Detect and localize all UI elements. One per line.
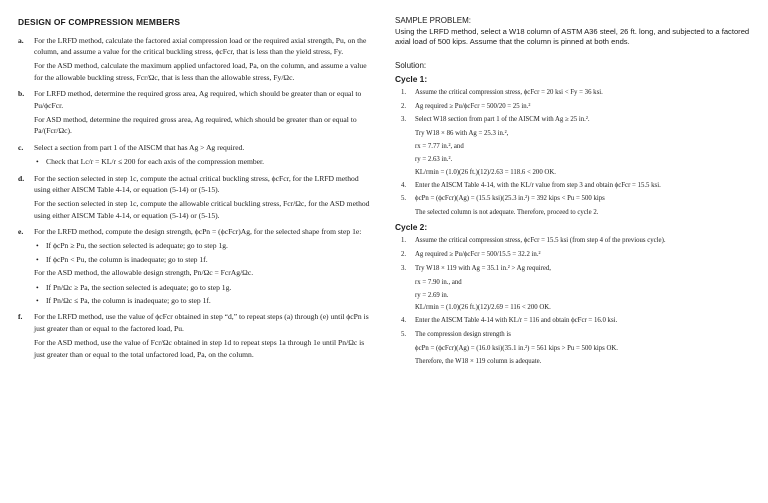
step-text: For the ASD method, calculate the maximum applied unfactored load, Pa, on the column, and assume a value for the allowable buckling stress, Fcr/Ωc, that is less than the allowable stress, Fy/Ωc. [34, 61, 367, 82]
step-label: f. [18, 312, 23, 322]
procedure-title: DESIGN OF COMPRESSION MEMBERS [18, 17, 181, 27]
step-text: For LRFD method, determine the required gross area, Ag required, which should be greater than or equal to Pu/ϕcFcr. [34, 89, 362, 110]
radius-x: rx = 7.90 in., and [415, 278, 462, 286]
step-text: For the ASD method, use the value of Fcr/Ωc obtained in step 1d to repeat steps 1a through 1e until Pn/Ωc is just greater than or equal to the total unfactored load, Pa, on the column. [34, 338, 365, 359]
step-text: Try W18 × 119 with Ag = 35.1 in.² > Ag required, [415, 264, 552, 272]
solution-heading: Solution: [395, 60, 427, 70]
step-e [18, 226, 370, 306]
cycle-2-step-4: 4. Enter the AISCM Table 4-14 with KL/r = 116 and obtain ϕcFcr = 16.0 ksi. [401, 317, 618, 325]
cycle-1-step-2: 2. Ag required ≥ Pu/ϕcFcr = 500/20 = 25 in.² [401, 102, 531, 110]
design-procedure-column [18, 0, 370, 365]
step-text: For the ASD method, the allowable design strength, Pn/Ωc = FcrAg/Ωc. [34, 268, 254, 278]
slenderness-check: KL/rmin = (1.0)(26 ft.)(12)/2.63 = 118.6 < 200 OK. [415, 168, 556, 176]
step-text: Ag required ≥ Pu/ϕcFcr = 500/15.5 = 32.2 in.² [415, 251, 541, 258]
step-text: For the LRFD method, compute the design strength, ϕcPn = (ϕcFcr)Ag, for the selected shape from step 1e: [34, 227, 362, 237]
sample-problem-statement: Using the LRFD method, select a W18 column of ASTM A36 steel, 26 ft. long, and subjected to a factored axial load of 500 kips. Assume that the column is pinned at both ends. [395, 27, 750, 46]
bullet-item: • If ϕcPn < Pu, the column is inadequate; go to step 1f. [34, 254, 370, 265]
radius-y: ry = 2.69 in. [415, 291, 449, 299]
slenderness-check: KL/rmin = (1.0)(26 ft.)(12)/2.69 = 116 < 200 OK. [415, 304, 551, 312]
cycle-2-step-2: 2. Ag required ≥ Pu/ϕcFcr = 500/15.5 = 32.2 in.² [401, 251, 541, 258]
cycle-2-heading: Cycle 2: [395, 222, 428, 233]
step-label: d. [18, 173, 25, 183]
step-text: Assume the critical compression stress, ϕcFcr = 15.5 ksi (from step 4 of the previous cycle). [415, 237, 666, 245]
step-label: c. [18, 142, 24, 152]
step-a [18, 35, 370, 84]
cycle-1-step-4: 4. Enter the AISCM Table 4-14, with the KL/r value from step 3 and obtain ϕcFcr = 15.5 ksi. [401, 181, 661, 189]
bullet-item: • Check that Lc/r = KL/r ≤ 200 for each axis of the compression member. [34, 156, 370, 167]
step-text: For ASD method, determine the required gross area, Ag required, which should be greater than or equal to Pa/(Fcr/Ωc). [34, 114, 357, 136]
step-d [18, 173, 370, 222]
step-text: For the LRFD method, calculate the factored axial compression load or the required axial strength, Pu, on the column, and assume a value for the critical buckling stress, ϕcFcr, that is less than the yield stress, Fy. [34, 35, 367, 56]
step-text: For the section selected in step 1c, compute the allowable critical buckling stress, Fcr/Ωc, for the ASD method using either AISCM Table 4-14, or equation (5-14) or (5-15). [34, 199, 370, 220]
step-text: The compression design strength is [415, 331, 511, 339]
step-label: a. [18, 35, 24, 45]
step-text: Ag required ≥ Pu/ϕcFcr = 500/20 = 25 in.² [415, 102, 531, 110]
trial-section: Try W18 × 86 with Ag = 25.3 in.², [415, 130, 509, 138]
bullet-item: • If ϕcPn ≥ Pu, the section selected is adequate; go to step 1g. [34, 240, 370, 251]
step-text: Select a section from part 1 of the AISCM that has Ag > Ag required. [34, 142, 245, 152]
cycle-1-step-3: 3. Select W18 section from part 1 of the AISCM with Ag ≥ 25 in.². [401, 116, 590, 124]
sample-problem-title: SAMPLE PROBLEM: [395, 16, 472, 25]
cycle-2-conclusion: Therefore, the W18 × 119 column is adequate. [415, 357, 542, 365]
step-label: b. [18, 89, 25, 99]
step-text: For the LRFD method, use the value of ϕcFcr obtained in step “d,” to repeat steps (a) through (e) until ϕcPn is just greater than or equal to the factored load, Pu. [34, 312, 369, 333]
step-b [18, 88, 370, 137]
radius-x: rx = 7.77 in.², and [415, 143, 464, 151]
step-text: Enter the AISCM Table 4-14 with KL/r = 116 and obtain ϕcFcr = 16.0 ksi. [415, 317, 618, 325]
cycle-2-step-1: 1. Assume the critical compression stress, ϕcFcr = 15.5 ksi (from step 4 of the previous cycle). [401, 237, 666, 245]
cycle-1-step-1: 1. Assume the critical compression stress, ϕcFcr = 20 ksi < Fy = 36 ksi. [401, 88, 603, 96]
step-text: Select W18 section from part 1 of the AISCM with Ag ≥ 25 in.². [415, 116, 590, 124]
design-strength-equation: ϕcPn = (ϕcFcr)(Ag) = (16.0 ksi)(35.1 in.²) = 561 kips > Pu = 500 kips OK. [415, 344, 618, 352]
cycle-1-conclusion: The selected column is not adequate. Therefore, proceed to cycle 2. [415, 209, 599, 217]
radius-y: ry = 2.63 in.². [415, 155, 453, 163]
step-text: Assume the critical compression stress, ϕcFcr = 20 ksi < Fy = 36 ksi. [415, 88, 603, 96]
step-text: Enter the AISCM Table 4-14, with the KL/r value from step 3 and obtain ϕcFcr = 15.5 ksi. [415, 181, 661, 189]
step-text: ϕcPn = (ϕcFcr)(Ag) = (15.5 ksi)(25.3 in.²) = 392 kips < Pu = 500 kips [415, 195, 605, 203]
bullet-item: • If Pn/Ωc ≤ Pa, the column is inadequate; go to step 1f. [34, 295, 370, 306]
step-c [18, 142, 370, 168]
step-label: e. [18, 227, 24, 237]
cycle-2-step-3: 3. Try W18 × 119 with Ag = 35.1 in.² > Ag required, [401, 264, 552, 272]
step-text: For the section selected in step 1c, compute the actual critical buckling stress, ϕcFcr, for the LRFD method using either AISCM Table 4-14, or equation (5-14) or (5-15). [34, 173, 359, 194]
bullet-item: • If Pn/Ωc ≥ Pa, the section selected is adequate; go to step 1g. [34, 282, 370, 293]
cycle-2-step-5: 5. The compression design strength is [401, 331, 511, 339]
step-f [18, 311, 370, 360]
cycle-1-heading: Cycle 1: [395, 73, 428, 84]
cycle-1-step-5: 5. ϕcPn = (ϕcFcr)(Ag) = (15.5 ksi)(25.3 in.²) = 392 kips < Pu = 500 kips [401, 195, 605, 203]
sample-problem-column [395, 0, 755, 370]
